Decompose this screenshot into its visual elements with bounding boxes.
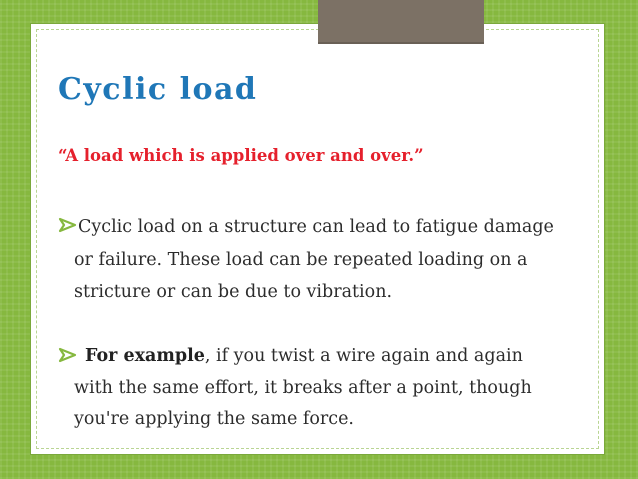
bullet-item-example (58, 341, 603, 436)
bullet-text-line (85, 341, 603, 373)
bullet-text-line: you're applying the same force. (74, 409, 354, 429)
open-arrow-bullet-icon (58, 216, 78, 234)
slide-header-tab (318, 0, 484, 44)
example-text: , if you twist a wire again and again (204, 346, 523, 366)
bullet-text-line: or failure. These load can be repeated loading on a (74, 249, 528, 270)
bullet-text-line: with the same effort, it breaks after a point, though (74, 377, 532, 398)
slide-title: Cyclic load (58, 72, 258, 107)
open-arrow-bullet-icon (58, 346, 78, 364)
example-label: For example (85, 346, 205, 366)
bullet-text-line: stricture or can be due to vibration. (74, 282, 393, 302)
definition-quote: “A load which is applied over and over.” (58, 146, 424, 165)
bullet-item-definition (58, 211, 603, 309)
bullet-text-line: Cyclic load on a structure can lead to fatigue damage (78, 217, 554, 237)
